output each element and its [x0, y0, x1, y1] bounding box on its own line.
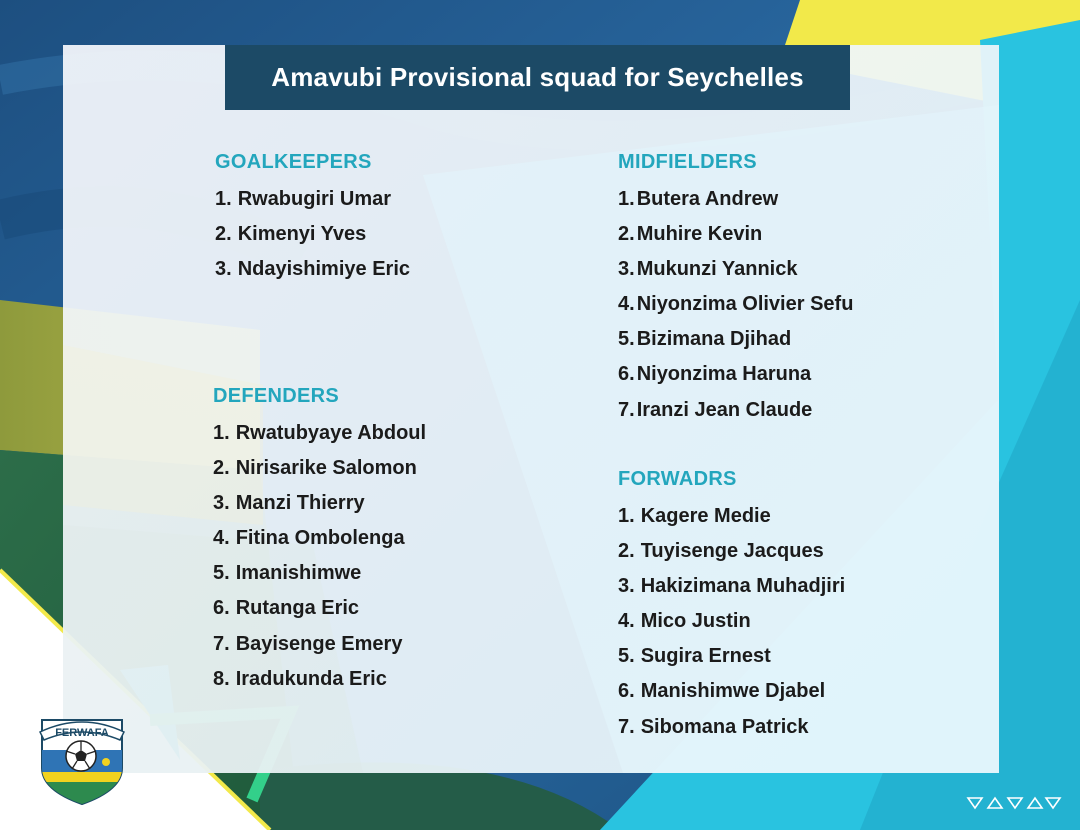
- goalkeepers-heading: GOALKEEPERS: [215, 151, 372, 173]
- list-item: 4. Niyonzima Olivier Sefu: [618, 293, 854, 316]
- midfielders-heading: MIDFIELDERS: [618, 151, 757, 173]
- list-item: 8. Iradukunda Eric: [213, 667, 387, 690]
- defenders-heading: DEFENDERS: [213, 385, 340, 407]
- squad-panel: [63, 45, 999, 773]
- list-item: 1. Rwatubyaye Abdoul: [213, 422, 427, 444]
- list-item: 3. Hakizimana Muhadjiri: [618, 575, 846, 598]
- list-item: 2. Kimenyi Yves: [215, 223, 367, 246]
- list-item: 7. Iranzi Jean Claude: [618, 398, 813, 421]
- list-item: 5. Bizimana Djihad: [618, 328, 792, 351]
- list-item: 2. Nirisarike Salomon: [213, 457, 417, 480]
- list-item: 6. Manishimwe Djabel: [618, 680, 826, 703]
- midfielders-list: [618, 187, 853, 433]
- list-item: 2. Muhire Kevin: [618, 223, 763, 246]
- list-item: 1. Rwabugiri Umar: [215, 188, 392, 210]
- list-item: 2. Tuyisenge Jacques: [618, 540, 824, 563]
- triangles-mark-icon: [966, 796, 1062, 810]
- list-item: 3. Mukunzi Yannick: [618, 258, 798, 281]
- list-item: 1. Kagere Medie: [618, 505, 771, 527]
- logo-text: FERWAFA: [55, 727, 109, 739]
- panel-shading: [63, 45, 999, 773]
- list-item: 3. Manzi Thierry: [213, 492, 365, 515]
- list-item: 6. Niyonzima Haruna: [618, 363, 812, 386]
- list-item: 7. Sibomana Patrick: [618, 715, 809, 738]
- page-title: Amavubi Provisional squad for Seychelles: [225, 45, 850, 110]
- list-item: 3. Ndayishimiye Eric: [215, 258, 410, 281]
- list-item: 5. Sugira Ernest: [618, 645, 771, 668]
- defenders-list: [213, 421, 426, 702]
- ferwafa-crest-icon: [34, 710, 130, 806]
- list-item: 1. Butera Andrew: [618, 188, 779, 210]
- list-item: 7. Bayisenge Emery: [213, 632, 403, 655]
- list-item: 5. Imanishimwe: [213, 562, 362, 585]
- forwards-heading: FORWADRS: [618, 468, 737, 490]
- goalkeepers-list: [215, 187, 410, 292]
- list-item: 6. Rutanga Eric: [213, 597, 360, 620]
- forwards-list: [618, 504, 845, 750]
- list-item: 4. Fitina Ombolenga: [213, 527, 405, 550]
- list-item: 4. Mico Justin: [618, 610, 751, 633]
